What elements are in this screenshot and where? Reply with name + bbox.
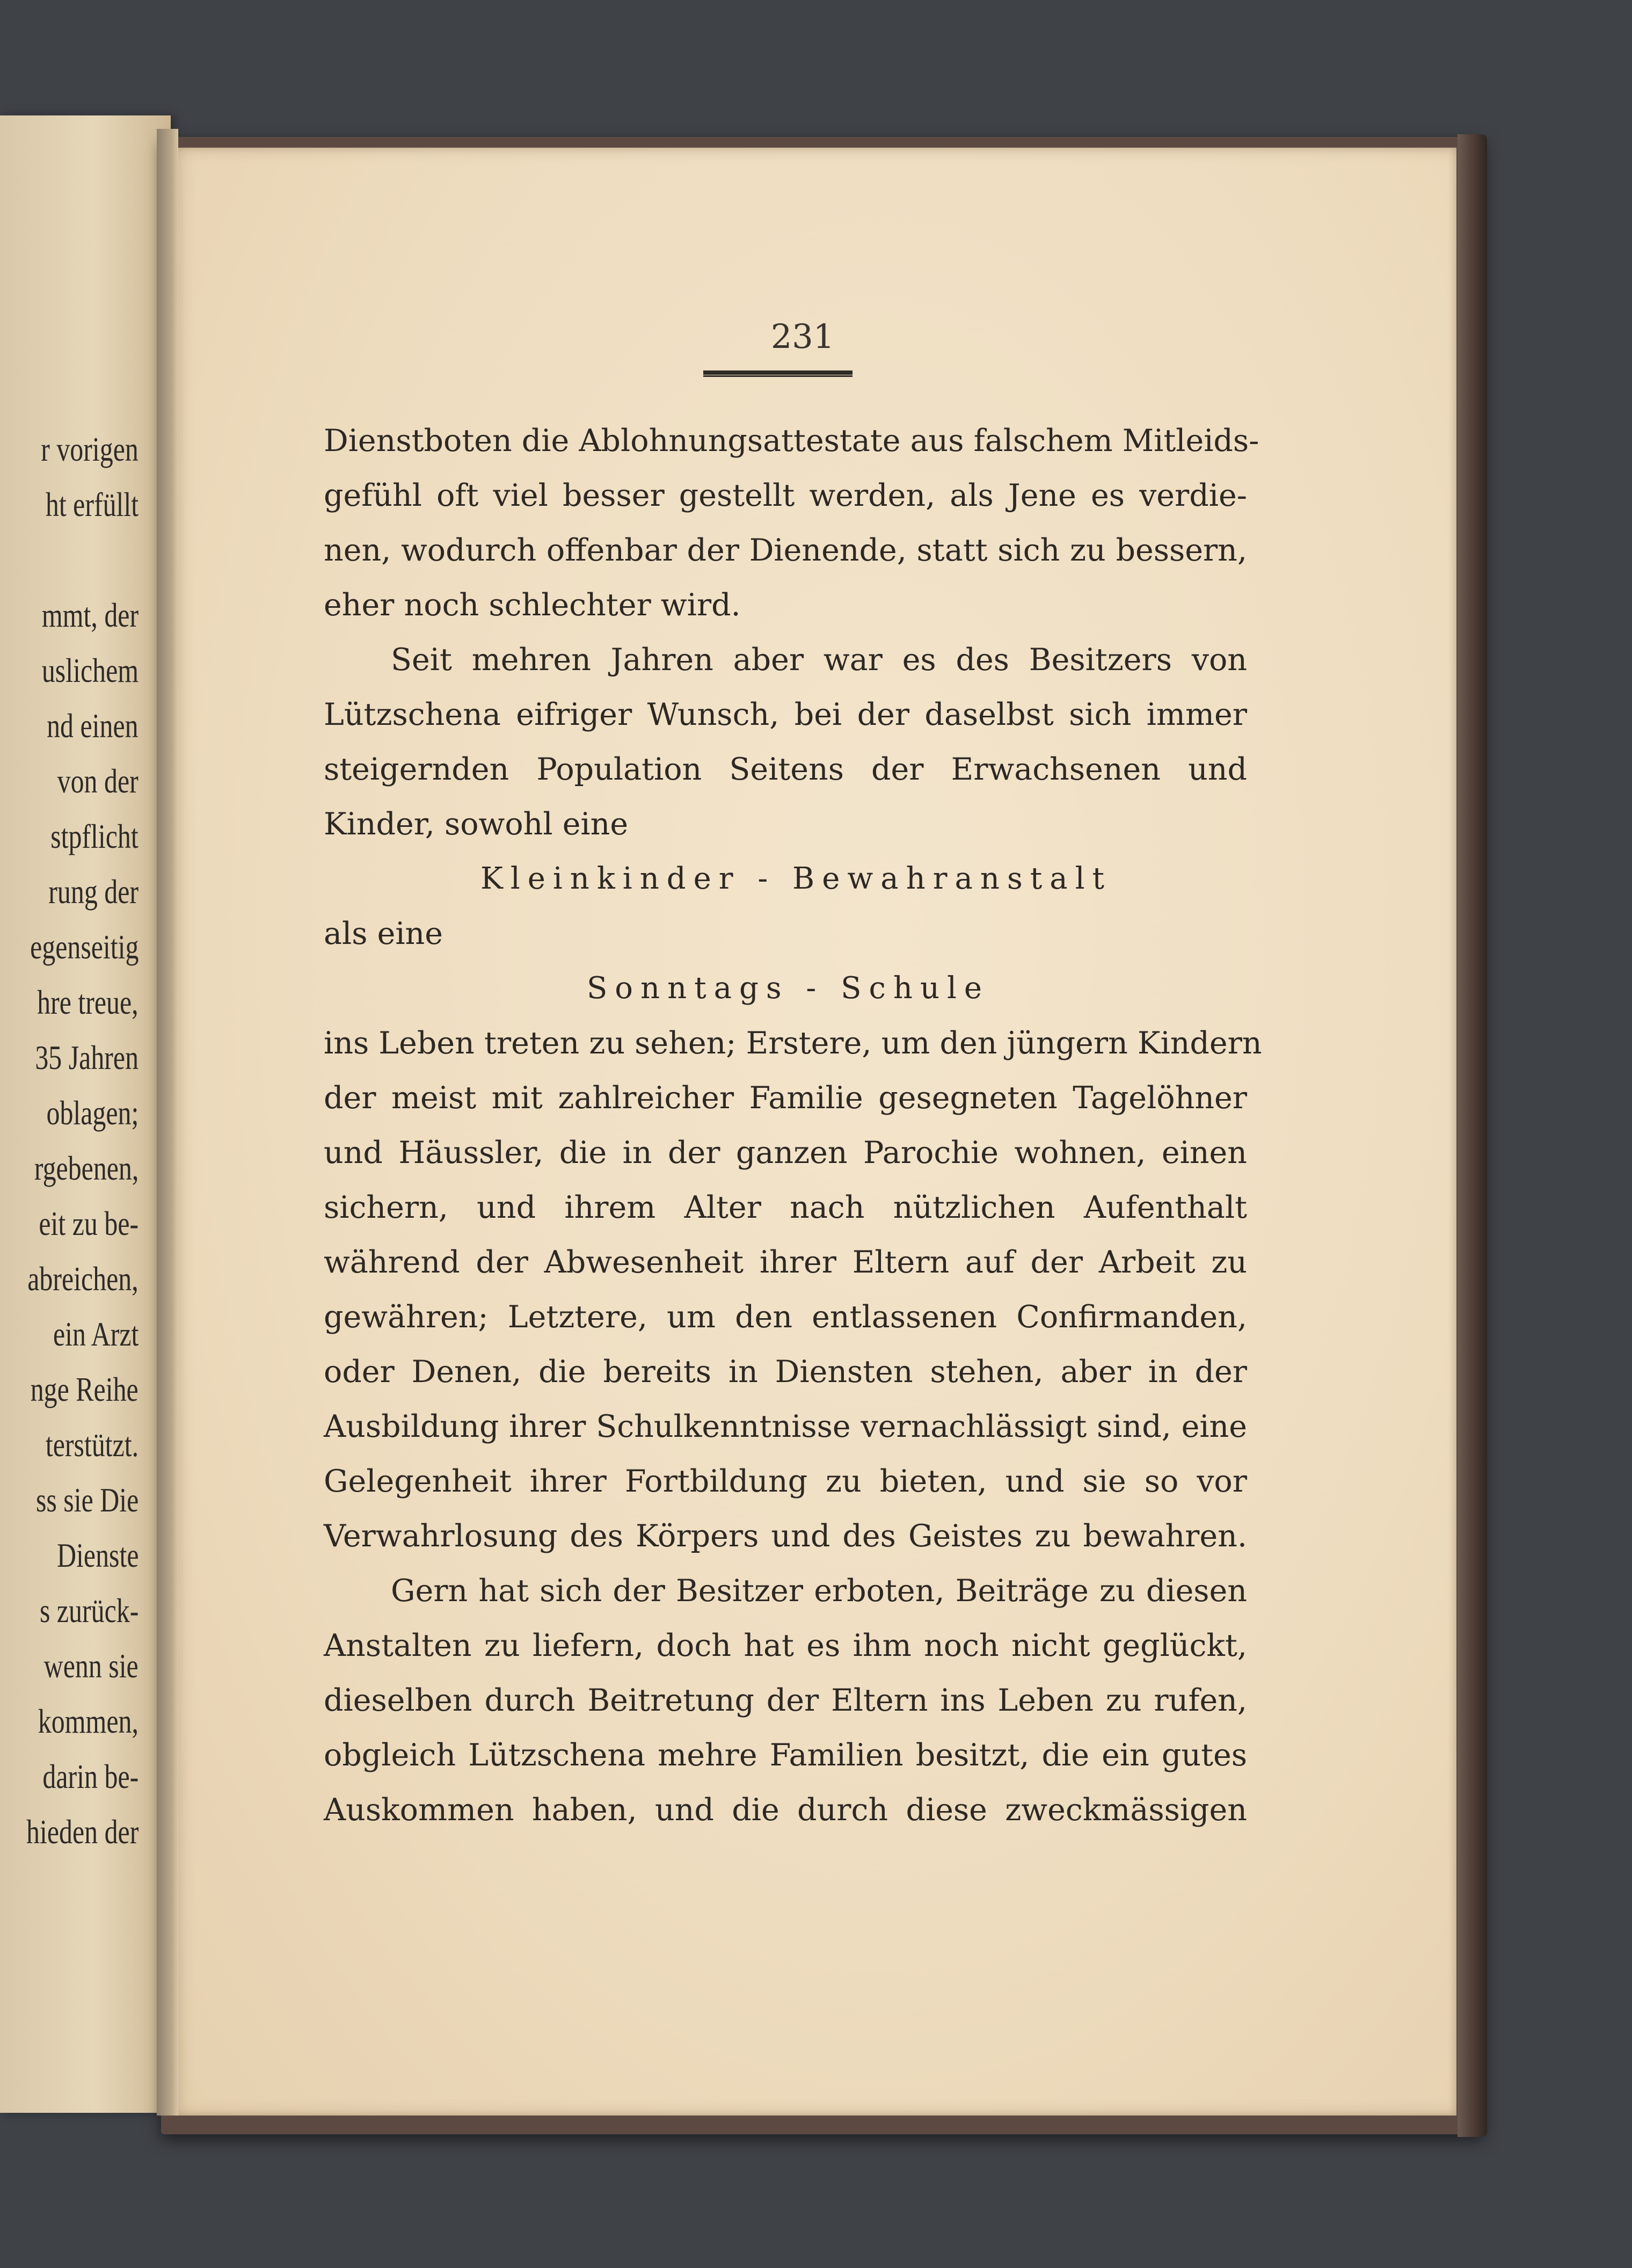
text-line-paragraph-start: Seit mehren Jahren aber war es des Besitzers von xyxy=(391,642,1247,678)
facing-line: darin be- xyxy=(42,1757,139,1796)
facing-line: oblagen; xyxy=(46,1094,139,1132)
facing-line: mmt, der xyxy=(41,596,139,634)
facing-line: uslichem xyxy=(41,651,139,689)
text-line: Anstalten zu liefern, doch hat es ihm noch nicht geglückt, xyxy=(324,1628,1247,1663)
facing-line: wenn sie xyxy=(43,1647,139,1685)
text-line: als eine xyxy=(324,916,443,951)
page-body-text xyxy=(324,413,1262,1837)
centered-heading-kleinkinder: Kleinkinder - Bewahranstalt xyxy=(480,861,1112,896)
facing-line: von der xyxy=(57,762,139,800)
book-cover-edge xyxy=(1458,134,1487,2137)
facing-line: rgebenen, xyxy=(34,1149,139,1187)
facing-line: ein Arzt xyxy=(53,1315,139,1353)
facing-line: ss sie Die xyxy=(35,1481,139,1519)
header-rule xyxy=(703,370,853,377)
facing-line: s zurück- xyxy=(39,1591,139,1630)
facing-line: 35 Jahren xyxy=(35,1038,139,1077)
facing-line: ht erfüllt xyxy=(45,485,139,524)
facing-page-fragment xyxy=(0,115,171,2113)
text-line: während der Abwesenheit ihrer Eltern auf der Arbeit zu xyxy=(324,1245,1247,1280)
text-line: nen, wodurch offenbar der Dienende, statt sich zu bessern, xyxy=(324,533,1247,568)
text-line-paragraph-start: Gern hat sich der Besitzer erboten, Beiträge zu diesen xyxy=(391,1573,1247,1609)
facing-line: egenseitig xyxy=(30,928,139,966)
facing-line: hre treue, xyxy=(37,983,139,1021)
text-line: der meist mit zahlreicher Familie gesegneten Tagelöhner xyxy=(324,1080,1247,1116)
text-line: oder Denen, die bereits in Diensten stehen, aber in der xyxy=(324,1354,1247,1390)
text-line: Verwahrlosung des Körpers und des Geistes zu bewahren. xyxy=(324,1518,1247,1554)
text-line: Kinder, sowohl eine xyxy=(324,806,629,842)
page-number: 231 xyxy=(770,317,835,356)
text-line: Ausbildung ihrer Schulkenntnisse vernachlässigt sind, eine xyxy=(324,1409,1247,1444)
text-line: ins Leben treten zu sehen; Erstere, um den jüngern Kindern xyxy=(324,1026,1262,1061)
facing-line: r vorigen xyxy=(41,430,139,468)
text-line: gefühl oft viel besser gestellt werden, als Jene es verdie- xyxy=(324,478,1247,513)
facing-line: nge Reihe xyxy=(31,1370,139,1408)
facing-line: rung der xyxy=(48,873,139,911)
facing-line: eit zu be- xyxy=(39,1204,139,1242)
text-line: Dienstboten die Ablohnungsattestate aus falschem Mitleids- xyxy=(324,423,1259,459)
text-line: sichern, und ihrem Alter nach nützlichen Aufenthalt xyxy=(324,1190,1247,1225)
facing-line: terstützt. xyxy=(45,1426,139,1464)
facing-line: hieden der xyxy=(26,1813,139,1851)
text-line: eher noch schlechter wird. xyxy=(324,587,741,623)
text-line: und Häussler, die in der ganzen Parochie wohnen, einen xyxy=(324,1135,1247,1171)
text-line: obgleich Lützschena mehre Familien besitzt, die ein gutes xyxy=(324,1738,1247,1773)
text-line: Gelegenheit ihrer Fortbildung zu bieten, und sie so vor xyxy=(324,1464,1247,1499)
facing-line: kommen, xyxy=(38,1702,139,1740)
text-line: gewähren; Letztere, um den entlassenen Confirmanden, xyxy=(324,1299,1247,1335)
facing-line: Dienste xyxy=(56,1536,139,1574)
centered-heading-sonntagsschule: Sonntags - Schule xyxy=(586,971,990,1006)
facing-line: abreichen, xyxy=(27,1260,139,1298)
text-line: steigernden Population Seitens der Erwachsenen und xyxy=(324,752,1247,787)
facing-line: nd einen xyxy=(47,707,139,745)
text-line: dieselben durch Beitretung der Eltern ins Leben zu rufen, xyxy=(324,1683,1247,1718)
text-line: Lützschena eifriger Wunsch, bei der daselbst sich immer xyxy=(324,697,1247,732)
page-gutter xyxy=(157,129,178,2116)
facing-line: stpflicht xyxy=(50,817,139,855)
text-line: Auskommen haben, und die durch diese zweckmässigen xyxy=(324,1792,1247,1828)
